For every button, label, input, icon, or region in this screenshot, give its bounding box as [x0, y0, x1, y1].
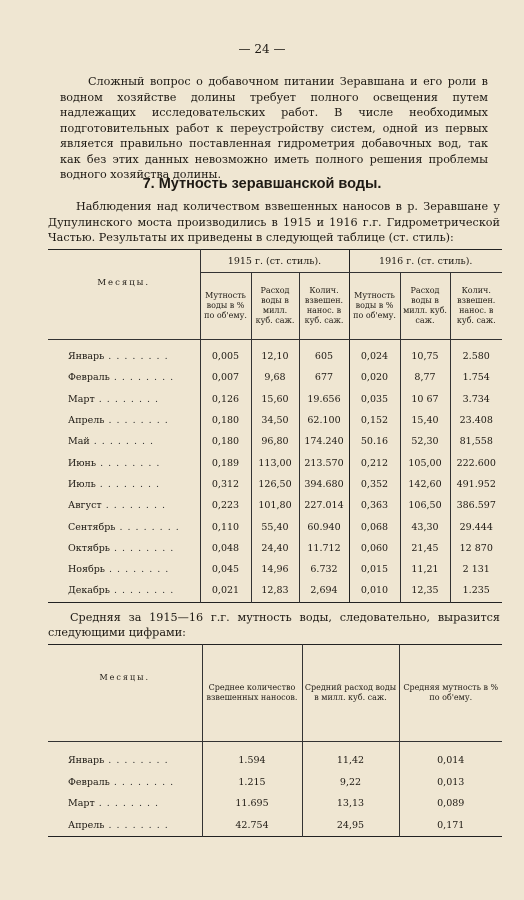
avg-turbidity-cell: 0,014: [399, 742, 502, 772]
sediment-1915-cell: 174.240: [299, 431, 349, 452]
sediment-1916-cell: 2 131: [450, 559, 502, 580]
table-row: [48, 793, 502, 815]
turbidity-1916-cell: 0,060: [349, 538, 400, 559]
avg-turbidity-cell: 0,171: [399, 815, 502, 837]
paragraph-average: Средняя за 1915—16 г.г. мутность воды, следовательно, выразится следующими цифрами:: [48, 611, 500, 639]
month-cell: [48, 452, 200, 473]
table-row: [48, 340, 502, 368]
leader-dots: . . . . . . . .: [89, 436, 155, 448]
leader-dots: . . . . . . . .: [109, 585, 175, 597]
table-row: [48, 538, 502, 559]
turbidity-1916-cell: 0,010: [349, 580, 400, 602]
month-label: Июнь: [68, 457, 97, 469]
turbidity-1916-cell: 0,035: [349, 389, 400, 410]
sediment-1915-cell: 19.656: [299, 389, 349, 410]
sediment-1915-cell: 62.100: [299, 410, 349, 431]
table-row: [48, 367, 502, 388]
discharge-1916-cell: 43,30: [400, 516, 450, 537]
turbidity-1916-cell: 0,212: [349, 452, 400, 473]
turbidity-1916-cell: 0,068: [349, 516, 400, 537]
turbidity-1915-header: Мутность воды в % по об'ему.: [200, 273, 251, 340]
discharge-1916-cell: 15,40: [400, 410, 450, 431]
avg-sediment-cell: 11.695: [202, 793, 302, 815]
month-cell: [48, 367, 200, 388]
table-row: [48, 559, 502, 580]
month-cell: [48, 793, 202, 815]
sediment-1916-header: Колич. взвешен. нанос. в куб. саж.: [450, 273, 502, 340]
discharge-1915-cell: 55,40: [251, 516, 299, 537]
sediment-1916-cell: 23.408: [450, 410, 502, 431]
months-column-header-2: Месяцы.: [48, 645, 202, 742]
leader-dots: . . . . . . . .: [96, 457, 161, 469]
leader-dots: . . . . . . . .: [109, 372, 175, 384]
month-cell: [48, 410, 200, 431]
discharge-1915-cell: 101,80: [251, 495, 299, 516]
sediment-1916-cell: 12 870: [450, 538, 502, 559]
table-row: [48, 580, 502, 602]
year-1915-header: 1915 г. (ст. стиль).: [200, 250, 349, 273]
discharge-1916-cell: 142,60: [400, 474, 450, 495]
month-label: Ноябрь: [68, 564, 105, 576]
turbidity-1915-cell: 0,048: [200, 538, 251, 559]
avg-sediment-cell: 42.754: [202, 815, 302, 837]
month-label: Апрель: [68, 819, 105, 831]
table-row: [48, 495, 502, 516]
sediment-1916-cell: 1.235: [450, 580, 502, 602]
leader-dots: . . . . . . . .: [94, 798, 160, 810]
month-cell: [48, 340, 200, 368]
turbidity-1915-cell: 0,110: [200, 516, 251, 537]
month-cell: [48, 516, 200, 537]
month-label: Март: [68, 393, 95, 405]
discharge-1916-cell: 10 67: [400, 389, 450, 410]
month-label: Август: [68, 500, 102, 512]
leader-dots: . . . . . . . .: [104, 819, 169, 831]
month-cell: [48, 742, 202, 772]
discharge-1916-cell: 8,77: [400, 367, 450, 388]
table-row: [48, 474, 502, 495]
turbidity-1916-header: Мутность воды в % по об'ему.: [349, 273, 400, 340]
discharge-1916-cell: 106,50: [400, 495, 450, 516]
sediment-1915-cell: 6.732: [299, 559, 349, 580]
discharge-1916-cell: 12,35: [400, 580, 450, 602]
turbidity-1916-cell: 0,152: [349, 410, 400, 431]
average-turbidity-table: [48, 644, 502, 837]
avg-turbidity-cell: 0,089: [399, 793, 502, 815]
leader-dots: . . . . . . . .: [101, 500, 167, 512]
sediment-1916-cell: 491.952: [450, 474, 502, 495]
sediment-1916-cell: 81,558: [450, 431, 502, 452]
table-row: [48, 389, 502, 410]
discharge-1916-cell: 10,75: [400, 340, 450, 368]
leader-dots: . . . . . . . .: [104, 351, 169, 363]
table-row: [48, 742, 502, 772]
discharge-1916-cell: 52,30: [400, 431, 450, 452]
turbidity-1916-cell: 0,024: [349, 340, 400, 368]
sediment-1916-cell: 29.444: [450, 516, 502, 537]
leader-dots: . . . . . . . .: [95, 478, 161, 490]
avg-sediment-cell: 1.215: [202, 772, 302, 794]
avg-discharge-cell: 11,42: [302, 742, 399, 772]
avg-sediment-cell: 1.594: [202, 742, 302, 772]
month-cell: [48, 389, 200, 410]
turbidity-1916-cell: 0,015: [349, 559, 400, 580]
month-cell: [48, 431, 200, 452]
sediment-1915-cell: 677: [299, 367, 349, 388]
table-row: [48, 452, 502, 473]
avg-turbidity-cell: 0,013: [399, 772, 502, 794]
month-cell: [48, 538, 200, 559]
month-label: Апрель: [68, 415, 105, 427]
discharge-1915-cell: 34,50: [251, 410, 299, 431]
section-heading: 7. Мутность зеравшанской воды.: [142, 176, 382, 192]
year-1916-header: 1916 г. (ст. стиль).: [349, 250, 502, 273]
month-label: Февраль: [68, 776, 110, 788]
month-label: Май: [68, 436, 90, 448]
turbidity-table-1915-1916: [48, 249, 502, 603]
month-cell: [48, 772, 202, 794]
month-cell: [48, 815, 202, 837]
discharge-1916-header: Расход воды в милл. куб. саж.: [400, 273, 450, 340]
month-label: Сентябрь: [68, 521, 116, 533]
month-label: Октябрь: [68, 542, 110, 554]
discharge-1915-cell: 15,60: [251, 389, 299, 410]
avg-discharge-cell: 9,22: [302, 772, 399, 794]
discharge-1915-cell: 113,00: [251, 452, 299, 473]
turbidity-1915-cell: 0,312: [200, 474, 251, 495]
discharge-1915-cell: 126,50: [251, 474, 299, 495]
turbidity-1916-cell: 50.16: [349, 431, 400, 452]
month-label: Март: [68, 798, 95, 810]
leader-dots: . . . . . . . .: [94, 393, 160, 405]
discharge-1915-cell: 96,80: [251, 431, 299, 452]
avg-discharge-header: Средний расход воды в милл. куб. саж.: [302, 645, 399, 742]
page-number: — 24 —: [238, 42, 286, 56]
turbidity-1915-cell: 0,180: [200, 431, 251, 452]
month-cell: [48, 580, 200, 602]
sediment-1915-cell: 213.570: [299, 452, 349, 473]
paragraph-observations: Наблюдения над количеством взвешенных наносов в р. Зеравшане у Дупулинского моста производились в 1915 и 1916 г.г. Гидрометрической Частью. Результаты их приведены в следующей таблице (ст. стиль):: [48, 200, 500, 244]
sediment-1916-cell: 386.597: [450, 495, 502, 516]
turbidity-1915-cell: 0,007: [200, 367, 251, 388]
turbidity-1915-cell: 0,223: [200, 495, 251, 516]
sediment-1916-cell: 1.754: [450, 367, 502, 388]
discharge-1915-cell: 12,10: [251, 340, 299, 368]
avg-sediment-header: Среднее количество взвешенных наносов.: [202, 645, 302, 742]
month-label: Декабрь: [68, 585, 110, 597]
leader-dots: . . . . . . . .: [109, 776, 175, 788]
avg-discharge-cell: 24,95: [302, 815, 399, 837]
sediment-1915-cell: 394.680: [299, 474, 349, 495]
turbidity-1916-cell: 0,352: [349, 474, 400, 495]
leader-dots: . . . . . . . .: [115, 521, 180, 533]
table-row: [48, 815, 502, 837]
sediment-1915-cell: 11.712: [299, 538, 349, 559]
month-cell: [48, 559, 200, 580]
month-cell: [48, 474, 200, 495]
month-label: Январь: [68, 755, 105, 767]
table-row: [48, 410, 502, 431]
month-label: Январь: [68, 351, 105, 363]
leader-dots: . . . . . . . .: [104, 564, 170, 576]
turbidity-1916-cell: 0,363: [349, 495, 400, 516]
discharge-1915-header: Расход воды в милл. куб. саж.: [251, 273, 299, 340]
leader-dots: . . . . . . . .: [104, 415, 169, 427]
table-row: [48, 431, 502, 452]
turbidity-1915-cell: 0,189: [200, 452, 251, 473]
sediment-1915-cell: 227.014: [299, 495, 349, 516]
discharge-1916-cell: 11,21: [400, 559, 450, 580]
avg-turbidity-header: Средняя мутность в % по об'ему.: [399, 645, 502, 742]
sediment-1916-cell: 222.600: [450, 452, 502, 473]
discharge-1915-cell: 14,96: [251, 559, 299, 580]
month-cell: [48, 495, 200, 516]
sediment-1915-cell: 605: [299, 340, 349, 368]
month-label: Февраль: [68, 372, 110, 384]
turbidity-1915-cell: 0,180: [200, 410, 251, 431]
avg-discharge-cell: 13,13: [302, 793, 399, 815]
paragraph-intro: Сложный вопрос о добавочном питании Зеравшана и его роли в водном хозяйстве долины требует полного освещения путем надлежащих исследовательских работ. В числе необходимых подготовительных работ к переустройству систем, одной из первых является правильно поставленная гидрометрия добавочных вод, так как без этих данных невозможно иметь полного решения проблемы водного хозяйства долины.: [60, 75, 488, 181]
turbidity-1916-cell: 0,020: [349, 367, 400, 388]
table-row: [48, 772, 502, 794]
discharge-1916-cell: 105,00: [400, 452, 450, 473]
turbidity-1915-cell: 0,045: [200, 559, 251, 580]
month-label: Июль: [68, 478, 96, 490]
discharge-1915-cell: 12,83: [251, 580, 299, 602]
discharge-1915-cell: 24,40: [251, 538, 299, 559]
turbidity-1915-cell: 0,126: [200, 389, 251, 410]
sediment-1916-cell: 3.734: [450, 389, 502, 410]
sediment-1915-cell: 2,694: [299, 580, 349, 602]
turbidity-1915-cell: 0,021: [200, 580, 251, 602]
sediment-1915-cell: 60.940: [299, 516, 349, 537]
discharge-1915-cell: 9,68: [251, 367, 299, 388]
leader-dots: . . . . . . . .: [109, 542, 175, 554]
sediment-1915-header: Колич. взвешен. нанос. в куб. саж.: [299, 273, 349, 340]
discharge-1916-cell: 21,45: [400, 538, 450, 559]
leader-dots: . . . . . . . .: [104, 755, 169, 767]
table-row: [48, 516, 502, 537]
turbidity-1915-cell: 0,005: [200, 340, 251, 368]
sediment-1916-cell: 2.580: [450, 340, 502, 368]
months-column-header: Месяцы.: [48, 250, 200, 340]
